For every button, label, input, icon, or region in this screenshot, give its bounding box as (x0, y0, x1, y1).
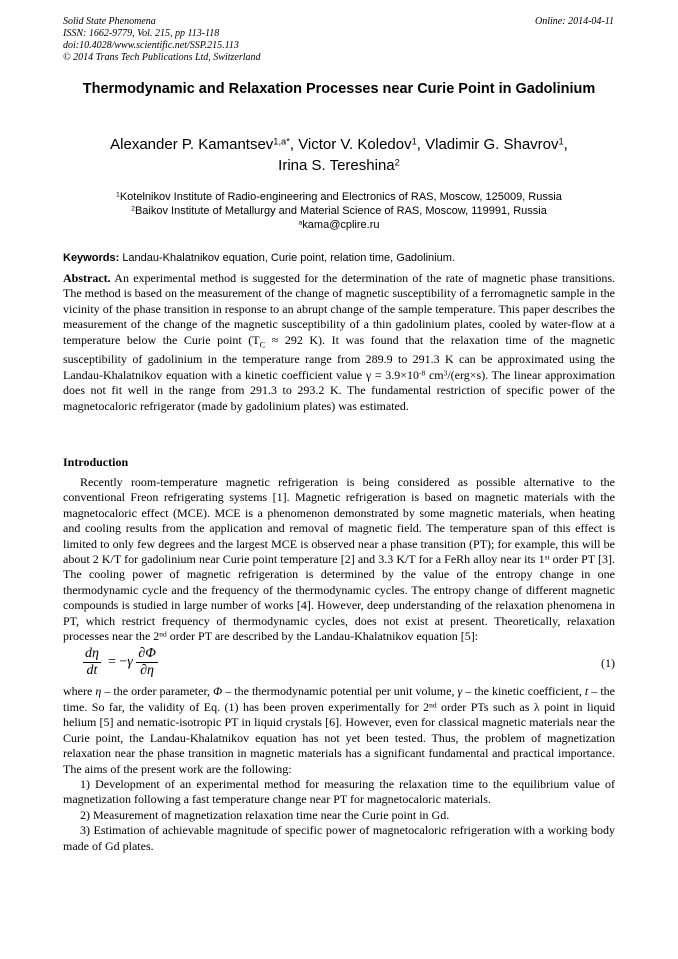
author-name: Irina S. Tereshina (278, 157, 395, 174)
journal-name: Solid State Phenomena (63, 16, 156, 27)
keywords-text: Landau-Khalatnikov equation, Curie point, relation time, Gadolinium. (122, 252, 455, 264)
author-name: Vladimir G. Shavrov (425, 136, 559, 153)
author-affiliation-mark: 2 (394, 157, 400, 168)
affiliations (63, 190, 615, 232)
list-item: 3) Estimation of achievable magnitude of specific power of magnetocaloric refrigeration with a working body made of Gd plates. (63, 823, 615, 853)
paper-title: Thermodynamic and Relaxation Processes near Curie Point in Gadolinium (82, 81, 596, 97)
equation-1 (63, 646, 615, 684)
journal-copyright: © 2014 Trans Tech Publications Ltd, Switzerland (63, 52, 261, 63)
author-affiliation-mark: 1 (411, 136, 417, 147)
online-date: Online: 2014-04-11 (535, 16, 614, 27)
equation-expression: $\frac{d\eta}{dt}$ = −γ $\frac{\partial\Phi}{\partial\eta}$ (85, 646, 156, 679)
affiliation-line: $^2$Baikov Institute of Metallurgy and Material Science of RAS, Moscow, 119991, Russia (131, 205, 547, 217)
author-affiliation-mark: 1,a* (273, 136, 290, 147)
author-affiliation-mark: 1 (558, 136, 564, 147)
aims-list (63, 777, 615, 854)
keywords-label: Keywords: (63, 252, 120, 264)
journal-doi: doi:10.4028/www.scientific.net/SSP.215.113 (63, 40, 239, 51)
author-list: Alexander P. Kamantsev$^{1,a*}$, Victor V. Koledov$^1$, Vladimir G. Shavrov$^1$, Irina S. Tereshina$^2$ (110, 136, 568, 174)
paragraph: where η – the order parameter, Φ – the thermodynamic potential per unit volume, γ – the kinetic coefficient, t – the time. So far, the validity of Eq. (1) has been proven experimentally for 2nd order PTs such as λ point in liquid helium [5] and nematic-isotropic PT in liquid crystals [6]. However, even for classical magnetic materials near the Curie point, the Landau-Khalatnikov equation has not yet been tested. Thus, the problem of magnetization relaxation near the phase transition in magnetic materials has a significant fundamental and practical importance. The aims of the present work are the following: (63, 684, 615, 776)
author-name: Victor V. Koledov (298, 136, 412, 153)
introduction-body (63, 475, 615, 854)
list-item: 2) Measurement of magnetization relaxation time near the Curie point in Gd. (80, 807, 450, 822)
equation-number: (1) (601, 656, 615, 671)
list-item: 1) Development of an experimental method for measuring the relaxation time to the equilibrium value of magnetization following a fast temperature change near PT for magnetocaloric materials. (63, 776, 615, 807)
abstract-label: Abstract. (63, 271, 111, 285)
author-name: Alexander P. Kamantsev (110, 136, 274, 153)
paragraph: Recently room-temperature magnetic refrigeration is being considered as possible alternative to the conventional Freon refrigerating systems [1]. Magnetic refrigeration is based on magnetic materials with the magnetocaloric effect (MCE). MCE is a phenomenon demonstrated by some magnetic materials, when heating and cooling results from the application and removal of magnetic field. The temperature span of this effect is limited to only few degrees and the largest MCE is observed near a phase transition (PT); for example, this will be about 2 K/T for gadolinium near Curie point temperature [2] and 3.3 K/T for a FeRh alloy near its 1st order PT [3]. The cooling power of magnetic refrigeration is determined by the value of the entropy change in one thermodynamic cycle and the frequency of the thermodynamic cycles. The entropy change of different magnetic compounds is studied in large number of works [4]. However, deep understanding of the relaxation phenomena in PT, which restrict frequency of thermodynamic cycles, does not exist at present. Theoretically, relaxation processes near the 2nd order PT are described by the Landau-Khalatnikov equation [5]: (63, 475, 615, 644)
contact-email: $^a$kama@cplire.ru (298, 219, 380, 231)
keywords (63, 251, 615, 265)
journal-issn: ISSN: 1662-9779, Vol. 215, pp 113-118 (63, 28, 220, 39)
section-heading: Introduction (63, 455, 129, 469)
abstract: Abstract. An experimental method is suggested for the determination of the rate of magnetic phase transitions. The method is based on the measurement of the change of magnetic susceptibility of a ferromagnetic sample in the vicinity of the phase transition in response to an abrupt change of the sample temperature. This paper describes the measurement of the change of the magnetic susceptibility of a thin gadolinium plates, cooled by water-flow at a temperature below the Curie point ($T_C \approx 292$ K). It was found that the relaxation time of the magnetic susceptibility of gadolinium in the temperature range from 289.9 to 291.3 K can be approximated using the Landau-Khalatnikov equation with a kinetic coefficient value $\gamma = 3.9\times 10^{-8}$ $cm^3/(erg\times s)$. The linear approximation does not fit well in the range from 291.3 to 293.2 K. The fundamental restriction of specific power of the magnetocaloric refrigerator (made by gadolinium plates) was estimated. (63, 271, 616, 413)
affiliation-line: $^1$Kotelnikov Institute of Radio-engineering and Electronics of RAS, Moscow, 125009, Russia (116, 191, 562, 203)
journal-header (63, 16, 261, 64)
